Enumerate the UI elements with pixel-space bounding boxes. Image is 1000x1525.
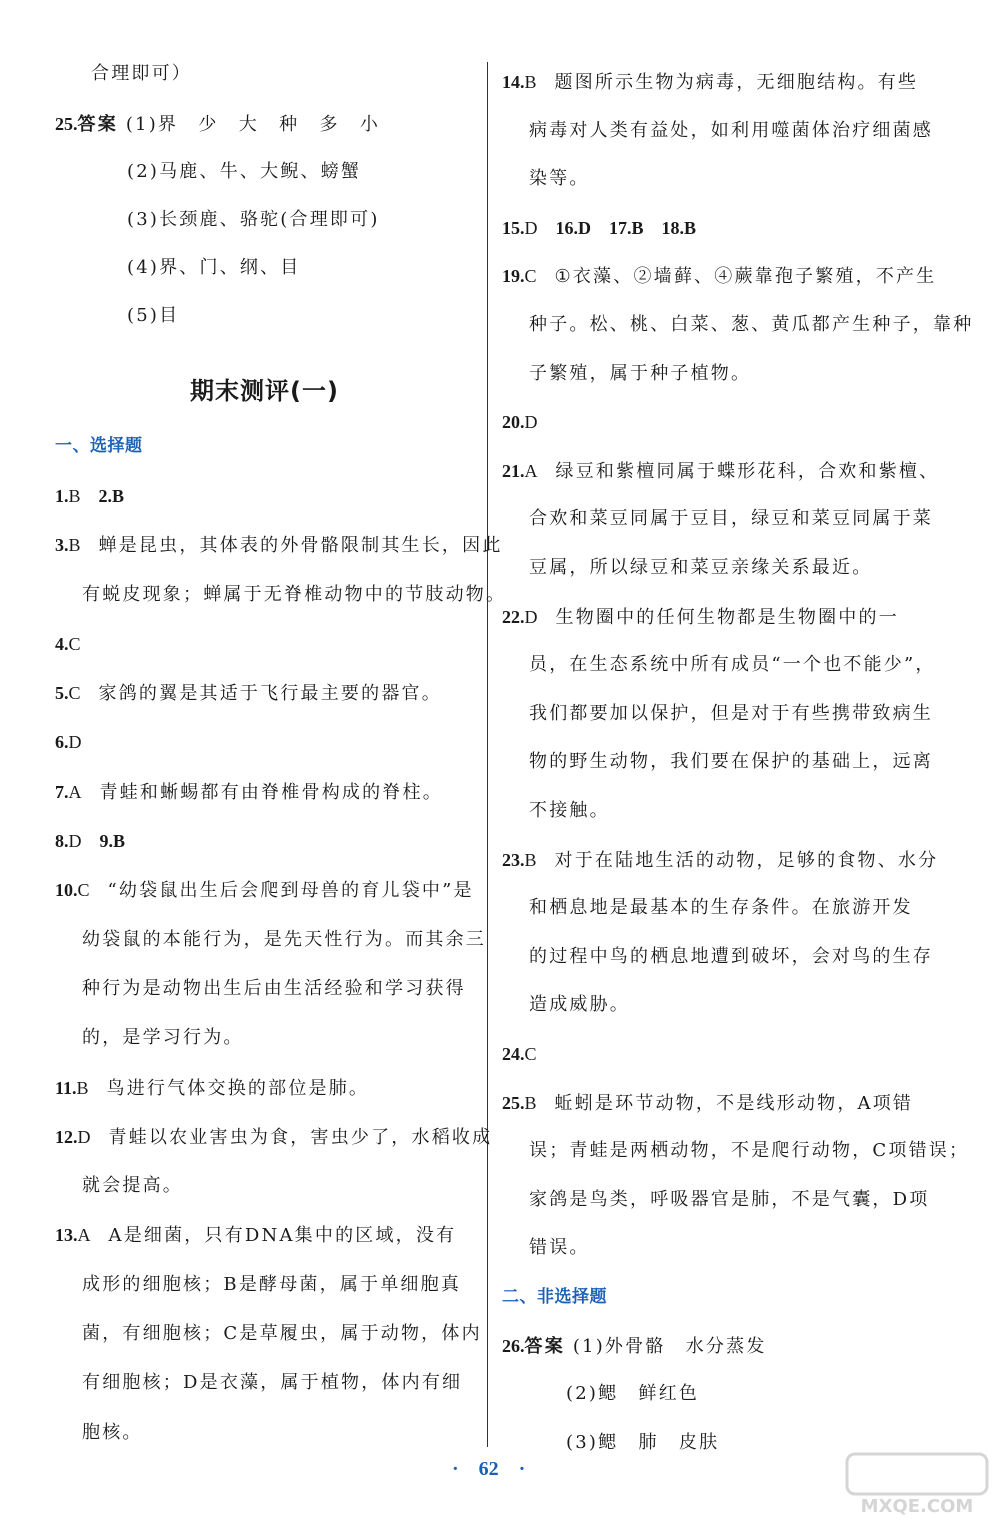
text-line xyxy=(502,264,936,289)
answer-choice: B xyxy=(524,850,537,870)
text-line xyxy=(55,484,124,509)
text-line xyxy=(55,632,81,657)
question-number: 20. xyxy=(502,412,525,432)
explanation-text: 就会提高。 xyxy=(82,1175,183,1196)
question-number: 4. xyxy=(55,634,69,654)
explanation-text: 种子。松、桃、白菜、葱、黄瓜都产生种子，靠种 xyxy=(529,314,974,335)
text-line xyxy=(529,1236,590,1260)
question-number: 21. xyxy=(502,461,525,481)
question-number: 11. xyxy=(55,1078,77,1098)
text-line xyxy=(82,1174,183,1198)
question-number: 26. xyxy=(502,1336,525,1356)
text-line xyxy=(82,1026,244,1050)
answer-choice: A xyxy=(77,1225,91,1245)
text-line xyxy=(55,533,503,558)
explanation-text: 家鸽是鸟类，呼吸器官是肺，不是气囊，D项 xyxy=(529,1189,930,1210)
text-line xyxy=(502,1334,767,1359)
answer-extra: 16.D 17.B 18.B xyxy=(537,218,697,238)
explanation-text: 合欢和菜豆同属于豆目，绿豆和菜豆同属于菜 xyxy=(529,508,933,529)
explanation-text: 的，是学习行为。 xyxy=(82,1027,244,1048)
text-line xyxy=(502,216,696,241)
explanation-text: 病毒对人类有益处，如利用噬菌体治疗细菌感 xyxy=(529,120,933,141)
answer-choice: C xyxy=(68,683,81,703)
text-line xyxy=(529,313,973,337)
text-line xyxy=(529,945,933,969)
text-line xyxy=(529,653,936,677)
watermark-logo xyxy=(842,1452,992,1520)
section-title: 期末测评(一) xyxy=(190,377,339,405)
text-line xyxy=(55,681,442,706)
text-line xyxy=(502,1091,913,1116)
question-number: 3. xyxy=(55,535,69,555)
text-line xyxy=(529,799,610,823)
text-line xyxy=(55,1076,369,1101)
explanation-text: 的过程中鸟的栖息地遭到破坏，会对鸟的生存 xyxy=(529,946,933,967)
question-number: 12. xyxy=(55,1127,78,1147)
answer-choice: C xyxy=(68,634,81,654)
answer-text: (1)界 少 大 种 多 小 xyxy=(117,114,381,135)
text-line xyxy=(82,583,506,607)
question-number: 25. xyxy=(502,1093,525,1113)
explanation-text: 子繁殖，属于种子植物。 xyxy=(529,363,752,384)
explanation-text: 幼袋鼠的本能行为，是先天性行为。而其余三 xyxy=(82,929,486,950)
svg-text:MXQE.COM: MXQE.COM xyxy=(860,1496,974,1517)
text-line xyxy=(529,750,933,774)
text-line xyxy=(529,556,872,580)
explanation-text: 种行为是动物出生后由生活经验和学习获得 xyxy=(82,978,466,999)
text-line xyxy=(91,62,192,86)
question-number: 25. xyxy=(55,114,78,134)
explanation-text: 和栖息地是最基本的生存条件。在旅游开发 xyxy=(529,897,913,918)
text-line xyxy=(529,1188,929,1212)
explanation-text: 题图所示生物为病毒，无细胞结构。有些 xyxy=(554,72,919,93)
answer-choice: D xyxy=(68,732,82,752)
answer-text: (1)外骨骼 水分蒸发 xyxy=(564,1336,767,1357)
explanation-text: 对于在陆地生活的动物，足够的食物、水分 xyxy=(554,850,939,871)
question-number: 6. xyxy=(55,732,69,752)
explanation-text: 豆属，所以绿豆和菜豆亲缘关系最近。 xyxy=(529,557,873,578)
text-line xyxy=(529,702,933,726)
answer-choice: B xyxy=(524,72,537,92)
answer-choice: C xyxy=(77,880,90,900)
answer-text: 合理即可） xyxy=(91,63,192,84)
explanation-text: 青蛙以农业害虫为食，害虫少了，水稻收成 xyxy=(108,1127,493,1148)
answer-choice: D xyxy=(524,607,538,627)
answer-text: (2)马鹿、牛、大鲵、螃蟹 xyxy=(127,161,362,182)
explanation-text: 蝉是昆虫，其体表的外骨骼限制其生长，因此 xyxy=(98,535,503,556)
text-line xyxy=(55,1125,492,1150)
page-number: · 62 · xyxy=(452,1458,526,1480)
text-line xyxy=(502,605,899,630)
answer-text: (2)鳃 鲜红色 xyxy=(566,1383,700,1404)
text-line xyxy=(82,1273,461,1297)
text-line xyxy=(82,1421,143,1445)
text-line xyxy=(55,878,474,903)
question-number: 8. xyxy=(55,831,69,851)
explanation-text: 生物圈中的任何生物都是生物圈中的一 xyxy=(555,607,899,628)
question-number: 13. xyxy=(55,1225,78,1245)
answer-text: (3)长颈鹿、骆驼(合理即可) xyxy=(127,209,380,230)
answer-choice: A xyxy=(68,782,82,802)
answer-choice: B xyxy=(524,1093,537,1113)
explanation-text: 造成威胁。 xyxy=(529,994,630,1015)
text-line xyxy=(55,112,380,137)
section-heading-nonchoice: 二、非选择题 xyxy=(502,1287,607,1307)
text-line xyxy=(529,119,933,143)
text-line xyxy=(502,848,938,873)
text-line xyxy=(529,1139,969,1163)
text-line xyxy=(566,1382,699,1406)
question-number: 5. xyxy=(55,683,69,703)
text-line xyxy=(127,208,380,232)
explanation-text: 误；青蛙是两栖动物，不是爬行动物，C项错误； xyxy=(529,1140,970,1161)
answer-extra: 2.B xyxy=(80,486,125,506)
explanation-text: 绿豆和紫檀同属于蝶形花科，合欢和紫檀、 xyxy=(555,461,940,482)
text-line xyxy=(82,977,466,1001)
explanation-text: 不接触。 xyxy=(529,800,610,821)
text-line xyxy=(502,70,918,95)
question-number: 15. xyxy=(502,218,525,238)
text-line xyxy=(566,1431,719,1455)
question-number: 22. xyxy=(502,607,525,627)
question-number: 14. xyxy=(502,72,525,92)
answer-text: (5)目 xyxy=(127,305,180,326)
answer-choice: D xyxy=(68,831,82,851)
text-line xyxy=(82,1322,482,1346)
question-number: 23. xyxy=(502,850,525,870)
text-line xyxy=(55,780,443,805)
explanation-text: ①衣藻、②墙藓、④蕨靠孢子繁殖，不产生 xyxy=(554,266,937,287)
explanation-text: 有蜕皮现象；蝉属于无脊椎动物中的节肢动物。 xyxy=(82,584,507,605)
answer-choice: A xyxy=(524,461,538,481)
explanation-text: 我们都要加以保护，但是对于有些携带致病生 xyxy=(529,703,933,724)
text-line xyxy=(529,167,590,191)
text-line xyxy=(529,993,630,1017)
question-number: 1. xyxy=(55,486,69,506)
answer-choice: D xyxy=(524,218,538,238)
text-line xyxy=(502,459,939,484)
text-line xyxy=(127,160,361,184)
explanation-text: “幼袋鼠出生后会爬到母兽的育儿袋中”是 xyxy=(107,880,474,901)
text-line xyxy=(502,410,538,435)
explanation-text: 青蛙和蜥蜴都有由脊椎骨构成的脊柱。 xyxy=(99,782,443,803)
answer-label: 答案 xyxy=(77,114,118,135)
answer-choice: B xyxy=(68,535,81,555)
explanation-text: 胞核。 xyxy=(82,1422,143,1443)
answer-text: (4)界、门、纲、目 xyxy=(127,257,301,278)
text-line xyxy=(55,829,125,854)
explanation-text: 成形的细胞核；B是酵母菌，属于单细胞真 xyxy=(82,1274,462,1295)
explanation-text: 有细胞核；D是衣藻，属于植物，体内有细 xyxy=(82,1372,463,1393)
answer-choice: B xyxy=(76,1078,89,1098)
text-line xyxy=(55,1223,456,1248)
column-divider xyxy=(487,62,488,1447)
section-heading-choice: 一、选择题 xyxy=(55,436,143,456)
text-line xyxy=(82,928,486,952)
answer-choice: C xyxy=(524,1044,537,1064)
text-line xyxy=(82,1371,462,1395)
answer-choice: C xyxy=(524,266,537,286)
explanation-text: 物的野生动物，我们要在保护的基础上，远离 xyxy=(529,751,933,772)
text-line xyxy=(502,1042,537,1067)
explanation-text: 家鸽的翼是其适于飞行最主要的器官。 xyxy=(98,683,442,704)
explanation-text: 蚯蚓是环节动物，不是线形动物，A项错 xyxy=(554,1093,914,1114)
explanation-text: 菌，有细胞核；C是草履虫，属于动物，体内 xyxy=(82,1323,482,1344)
text-line xyxy=(529,507,933,531)
text-line xyxy=(55,730,82,755)
explanation-text: 染等。 xyxy=(529,168,590,189)
answer-choice: D xyxy=(77,1127,91,1147)
question-number: 24. xyxy=(502,1044,525,1064)
answer-choice: B xyxy=(68,486,81,506)
explanation-text: 鸟进行气体交换的部位是肺。 xyxy=(106,1078,370,1099)
text-line xyxy=(529,362,751,386)
text-line xyxy=(127,256,301,280)
explanation-text: A是细菌，只有DNA集中的区域，没有 xyxy=(108,1225,457,1246)
explanation-text: 员，在生态系统中所有成员“一个也不能少”， xyxy=(529,654,936,675)
answer-extra: 9.B xyxy=(81,831,126,851)
explanation-text: 错误。 xyxy=(529,1237,590,1258)
answer-label: 答案 xyxy=(524,1336,565,1357)
question-number: 7. xyxy=(55,782,69,802)
answer-choice: D xyxy=(524,412,538,432)
text-line xyxy=(127,304,179,328)
answer-text: (3)鳃 肺 皮肤 xyxy=(566,1432,720,1453)
question-number: 19. xyxy=(502,266,525,286)
question-number: 10. xyxy=(55,880,78,900)
text-line xyxy=(529,896,913,920)
